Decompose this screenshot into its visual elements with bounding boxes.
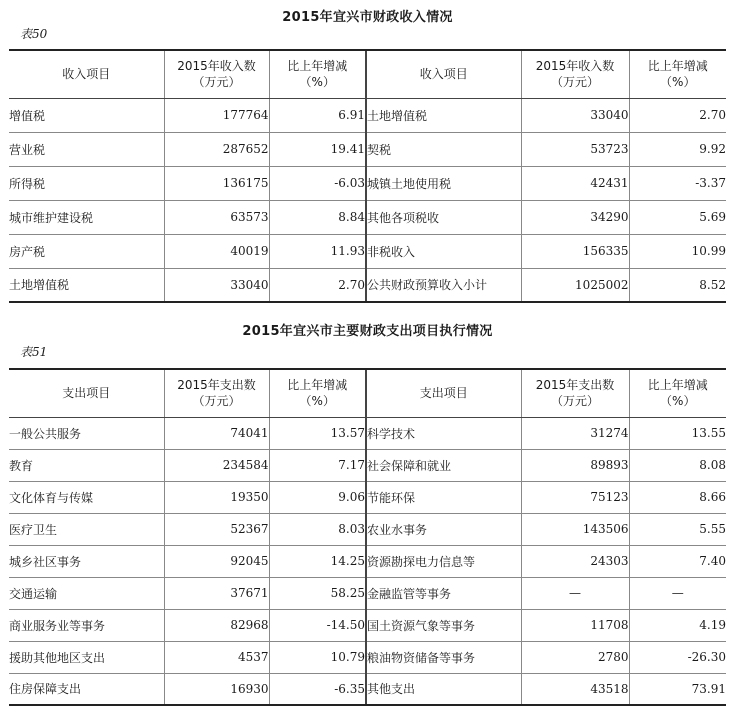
header-amount-line2: （万元） [192,75,241,90]
table50-header-change-right [629,50,726,98]
cell-item: 房产税 [9,234,164,268]
cell-amount: — [521,577,629,609]
cell-change: -6.03 [269,166,366,200]
cell-change: 9.92 [629,132,726,166]
cell-amount: 16930 [164,673,269,705]
table-row [9,200,726,234]
cell-item: 一般公共服务 [9,417,164,449]
table-row [9,166,726,200]
cell-item: 商业服务业等事务 [9,609,164,641]
cell-change: 5.69 [629,200,726,234]
cell-item: 所得税 [9,166,164,200]
table50-header-item-right: 收入项目 [366,50,521,98]
cell-item: 其他各项税收 [366,200,521,234]
cell-amount: 4537 [164,641,269,673]
cell-item: 农业水事务 [366,513,521,545]
cell-change: 10.79 [269,641,366,673]
table50-title: 2015年宜兴市财政收入情况 [282,10,453,25]
cell-item: 营业税 [9,132,164,166]
cell-change: -3.37 [629,166,726,200]
table51-header-row [9,369,726,417]
cell-item: 教育 [9,449,164,481]
table-row [9,417,726,449]
cell-item: 社会保障和就业 [366,449,521,481]
header-amount-line1: 2015年支出数 [177,378,256,393]
table51-header-item-right: 支出项目 [366,369,521,417]
table50-label: 表50 [20,27,48,41]
header-change-line2: （%） [660,75,696,90]
cell-change: 58.25 [269,577,366,609]
cell-amount: 53723 [521,132,629,166]
cell-change: -26.30 [629,641,726,673]
cell-amount: 156335 [521,234,629,268]
cell-change: 8.84 [269,200,366,234]
cell-item: 医疗卫生 [9,513,164,545]
header-change-line1: 比上年增减 [647,378,708,393]
cell-amount: 31274 [521,417,629,449]
cell-amount: 34290 [521,200,629,234]
header-change-line2: （%） [299,75,335,90]
cell-amount: 33040 [164,268,269,302]
table51-header-item-left: 支出项目 [9,369,164,417]
header-change-line1: 比上年增减 [647,59,708,74]
cell-amount: 75123 [521,481,629,513]
cell-item: 金融监管等事务 [366,577,521,609]
cell-item: 增值税 [9,98,164,132]
cell-amount: 19350 [164,481,269,513]
header-amount-line1: 2015年收入数 [535,59,615,74]
table51 [9,368,726,706]
table51-title: 2015年宜兴市主要财政支出项目执行情况 [242,324,493,339]
header-change-line2: （%） [299,394,335,409]
cell-amount: 11708 [521,609,629,641]
cell-change: 11.93 [269,234,366,268]
header-change-line2: （%） [660,394,696,409]
table-row [9,513,726,545]
cell-change: -14.50 [269,609,366,641]
table51-header-amount-right [521,369,629,417]
cell-change: -6.35 [269,673,366,705]
cell-change: 13.55 [629,417,726,449]
cell-change: 6.91 [269,98,366,132]
table51-label: 表51 [20,345,48,359]
table51-header-change-left [269,369,366,417]
cell-item: 资源勘探电力信息等 [366,545,521,577]
table-row [9,481,726,513]
table-row [9,234,726,268]
cell-amount: 287652 [164,132,269,166]
cell-amount: 2780 [521,641,629,673]
cell-change: 2.70 [269,268,366,302]
table-row [9,577,726,609]
table50 [9,49,726,303]
table-row [9,132,726,166]
table50-header-amount-right [521,50,629,98]
cell-change: 8.03 [269,513,366,545]
table50-header-change-left [269,50,366,98]
header-amount-line1: 2015年收入数 [177,59,256,74]
header-change-line1: 比上年增减 [287,59,348,74]
cell-item: 其他支出 [366,673,521,705]
cell-item: 国土资源气象等事务 [366,609,521,641]
cell-amount: 177764 [164,98,269,132]
cell-change: 5.55 [629,513,726,545]
cell-item: 节能环保 [366,481,521,513]
table50-header-item-left: 收入项目 [9,50,164,98]
cell-amount: 92045 [164,545,269,577]
cell-change: 14.25 [269,545,366,577]
cell-amount: 136175 [164,166,269,200]
cell-item: 科学技术 [366,417,521,449]
cell-item: 契税 [366,132,521,166]
cell-amount: 1025002 [521,268,629,302]
cell-change: 7.17 [269,449,366,481]
header-change-line1: 比上年增减 [287,378,348,393]
cell-item: 援助其他地区支出 [9,641,164,673]
table-row [9,98,726,132]
cell-item: 粮油物资储备等事务 [366,641,521,673]
cell-item: 交通运输 [9,577,164,609]
cell-change: 10.99 [629,234,726,268]
cell-item: 土地增值税 [9,268,164,302]
cell-item: 城镇土地使用税 [366,166,521,200]
cell-change: 4.19 [629,609,726,641]
cell-amount: 37671 [164,577,269,609]
cell-item: 城乡社区事务 [9,545,164,577]
cell-amount: 40019 [164,234,269,268]
cell-amount: 143506 [521,513,629,545]
table-row [9,449,726,481]
header-amount-line2: （万元） [550,75,599,90]
header-amount-line2: （万元） [550,394,599,409]
cell-amount: 33040 [521,98,629,132]
table-row [9,268,726,302]
table-row [9,673,726,705]
cell-amount: 42431 [521,166,629,200]
cell-change: 8.66 [629,481,726,513]
cell-change: 8.52 [629,268,726,302]
table-row [9,641,726,673]
table50-header-row [9,50,726,98]
cell-change: 2.70 [629,98,726,132]
cell-amount: 63573 [164,200,269,234]
cell-change: 8.08 [629,449,726,481]
cell-item: 公共财政预算收入小计 [366,268,521,302]
table51-header-amount-left [164,369,269,417]
table50-header-amount-left [164,50,269,98]
cell-item: 土地增值税 [366,98,521,132]
cell-change: 73.91 [629,673,726,705]
cell-item: 非税收入 [366,234,521,268]
cell-change: — [629,577,726,609]
cell-amount: 43518 [521,673,629,705]
cell-amount: 89893 [521,449,629,481]
cell-change: 9.06 [269,481,366,513]
table51-header-change-right [629,369,726,417]
table-row [9,545,726,577]
cell-amount: 234584 [164,449,269,481]
cell-change: 7.40 [629,545,726,577]
cell-item: 城市维护建设税 [9,200,164,234]
cell-item: 住房保障支出 [9,673,164,705]
cell-change: 13.57 [269,417,366,449]
cell-item: 文化体育与传媒 [9,481,164,513]
header-amount-line1: 2015年支出数 [535,378,615,393]
header-amount-line2: （万元） [192,394,241,409]
cell-amount: 74041 [164,417,269,449]
table-row [9,609,726,641]
cell-amount: 24303 [521,545,629,577]
cell-amount: 52367 [164,513,269,545]
cell-amount: 82968 [164,609,269,641]
cell-change: 19.41 [269,132,366,166]
